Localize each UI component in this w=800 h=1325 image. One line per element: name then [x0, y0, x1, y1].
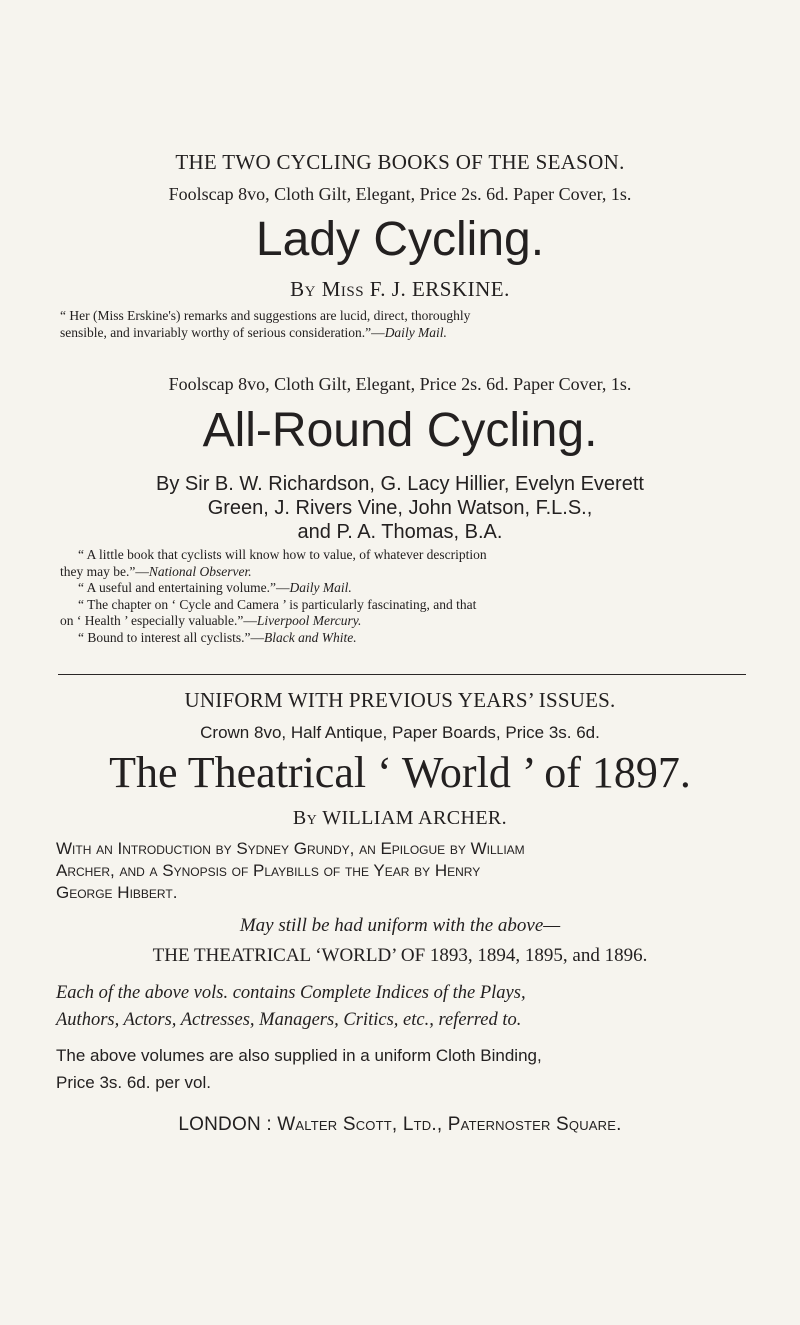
review-source: Liverpool Mercury.: [256, 613, 362, 628]
page-header: THE TWO CYCLING BOOKS OF THE SEASON.: [175, 150, 625, 174]
book2-format: Foolscap 8vo, Cloth Gilt, Elegant, Price 2s. 6d. Paper Cover, 1s.: [168, 374, 632, 394]
book2-authors-line2: Green, J. Rivers Vine, John Watson, F.L.S.,: [207, 497, 593, 519]
book1-review-source: Daily Mail.: [384, 324, 447, 340]
intro-line2: Archer, and a Synopsis of Playbills of the Year by Henry: [56, 861, 481, 880]
review-source: Black and White.: [263, 629, 357, 645]
review-text: “ A useful and entertaining volume.”—: [78, 580, 290, 595]
review-text: they may be.”—: [60, 563, 149, 579]
review-text: on ‘ Health ’ especially valuable.”—: [60, 613, 257, 628]
intro-line1: With an Introduction by Sydney Grundy, an Epilogue by William: [56, 839, 525, 858]
book2-review-3: [60, 597, 750, 630]
section2-heading: UNIFORM WITH PREVIOUS YEARS’ ISSUES.: [184, 688, 616, 712]
book2-authors-line3: and P. A. Thomas, B.A.: [297, 521, 503, 543]
review-text: “ Bound to interest all cyclists.”—: [78, 629, 264, 645]
book1-title: Lady Cycling.: [255, 213, 545, 266]
book2-review-4: [60, 630, 750, 647]
review-source: National Observer.: [148, 563, 252, 579]
book1-review: [60, 308, 750, 341]
section-divider: [58, 674, 746, 675]
book2-reviews: [60, 547, 750, 646]
section2-author: By WILLIAM ARCHER.: [292, 807, 508, 829]
book1-format: Foolscap 8vo, Cloth Gilt, Elegant, Price 2s. 6d. Paper Cover, 1s.: [168, 184, 632, 204]
publisher-footer: [0, 1114, 800, 1136]
book1-author: By Miss F. J. ERSKINE.: [290, 277, 510, 301]
book1-review-line1: “ Her (Miss Erskine's) remarks and suggestions are lucid, direct, thoroughly: [60, 308, 471, 323]
book2-review-2: [60, 580, 750, 597]
indices-line2: Authors, Actors, Actresses, Managers, Critics, etc., referred to.: [56, 1010, 522, 1030]
binding-line1: The above volumes are also supplied in a uniform Cloth Binding,: [56, 1046, 542, 1065]
section2-title: The Theatrical ‘ World ’ of 1897.: [109, 748, 691, 797]
section2-intro: [56, 838, 750, 904]
indices-note: [56, 980, 750, 1034]
book1-review-line2: sensible, and invariably worthy of serious consideration.”—: [60, 324, 385, 340]
book2-title: All-Round Cycling.: [202, 404, 598, 457]
intro-line3: George Hibbert.: [56, 883, 178, 902]
may-still-note: May still be had uniform with the above—: [239, 915, 561, 936]
review-text: “ A little book that cyclists will know how to value, of whatever description: [78, 547, 487, 562]
indices-line1: Each of the above vols. contains Complete Indices of the Plays,: [56, 983, 526, 1003]
book2-authors: [0, 472, 800, 544]
book2-review-1: [60, 547, 750, 580]
earlier-volumes: THE THEATRICAL ‘WORLD’ OF 1893, 1894, 1895, and 1896.: [152, 945, 648, 966]
section2-format: Crown 8vo, Half Antique, Paper Boards, Price 3s. 6d.: [200, 723, 600, 742]
binding-note: [56, 1042, 750, 1096]
binding-line2: Price 3s. 6d. per vol.: [56, 1073, 211, 1092]
review-source: Daily Mail.: [289, 580, 352, 595]
book2-authors-line1: By Sir B. W. Richardson, G. Lacy Hillier, Evelyn Everett: [156, 473, 644, 495]
footer-text: LONDON : Walter Scott, Ltd., Paternoster Square.: [178, 1114, 622, 1135]
review-text: “ The chapter on ‘ Cycle and Camera ’ is particularly fascinating, and that: [78, 596, 477, 612]
